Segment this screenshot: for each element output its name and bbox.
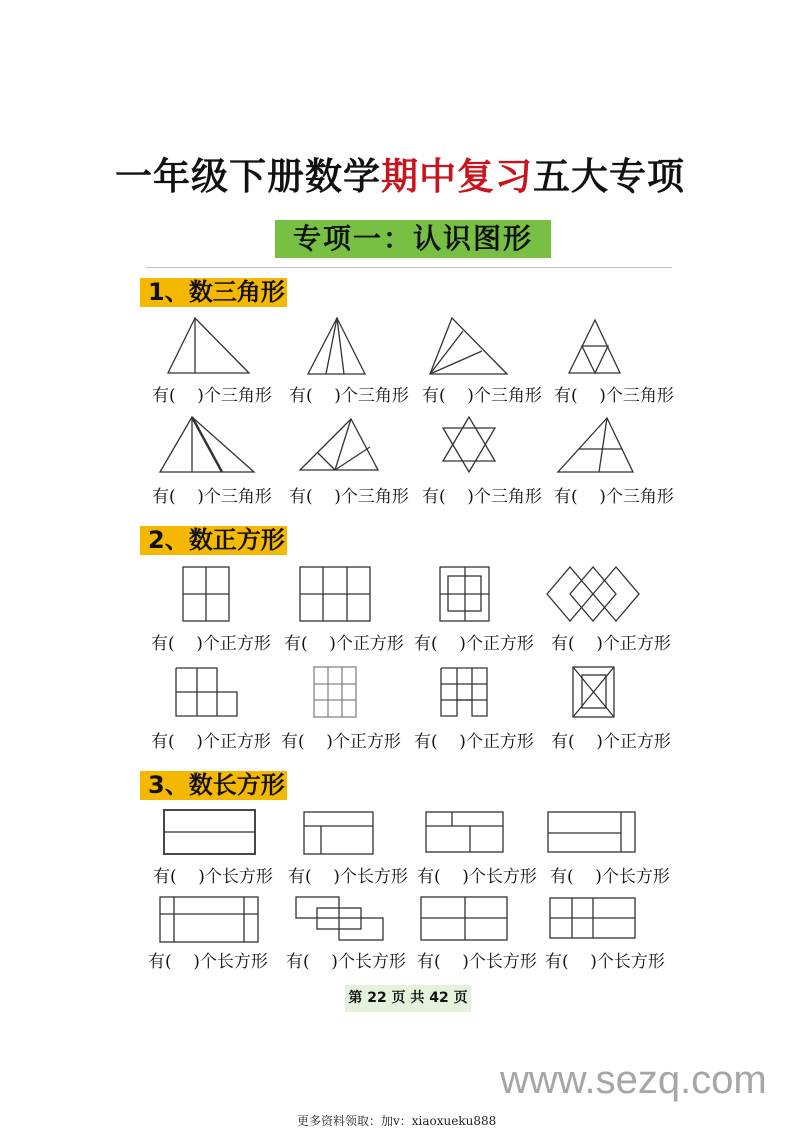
answer-label: 有( )个三角形 — [152, 386, 272, 406]
triangle-figure-7 — [443, 417, 495, 472]
square-figure-3 — [440, 567, 489, 621]
title-part2: 五大专项 — [533, 155, 685, 198]
square-figure-5 — [176, 668, 237, 716]
triangle-figure-8 — [558, 418, 633, 472]
triangle-figure-6 — [300, 419, 378, 470]
rectangle-figure-6 — [296, 897, 383, 940]
rectangle-figure-5 — [160, 897, 258, 942]
answer-label: 有( )个长方形 — [545, 952, 665, 972]
triangle-figure-3 — [430, 318, 507, 374]
answer-label: 有( )个正方形 — [551, 732, 671, 752]
triangle-figure-2 — [308, 318, 365, 374]
section-heading-squares: 2、数正方形 — [140, 526, 287, 555]
topic-banner: 专项一：认识图形 — [275, 220, 551, 258]
answer-label: 有( )个三角形 — [289, 487, 409, 507]
square-figure-4 — [547, 567, 639, 621]
rectangle-figure-1 — [164, 810, 255, 854]
square-figure-7 — [441, 668, 487, 716]
answer-label: 有( )个三角形 — [289, 386, 409, 406]
triangle-figure-5 — [160, 417, 254, 472]
answer-label: 有( )个正方形 — [281, 732, 401, 752]
answer-label: 有( )个长方形 — [417, 867, 537, 887]
triangle-figure-1 — [168, 318, 249, 373]
rectangle-figure-8 — [550, 898, 635, 938]
answer-label: 有( )个正方形 — [284, 634, 404, 654]
square-figure-6 — [314, 667, 356, 717]
section-heading-rectangles: 3、数长方形 — [140, 771, 287, 800]
answer-label: 有( )个长方形 — [286, 952, 406, 972]
footer-note: 更多资料领取：加v：xiaoxueku888 — [297, 1114, 497, 1128]
square-figure-1 — [183, 567, 229, 621]
rectangle-figure-4 — [548, 812, 635, 852]
answer-label: 有( )个三角形 — [554, 386, 674, 406]
rectangle-figure-7 — [421, 897, 507, 940]
answer-label: 有( )个长方形 — [153, 867, 273, 887]
answer-label: 有( )个正方形 — [151, 634, 271, 654]
answer-label: 有( )个正方形 — [414, 732, 534, 752]
answer-label: 有( )个正方形 — [151, 732, 271, 752]
rectangle-figure-3 — [426, 812, 503, 852]
answer-label: 有( )个三角形 — [422, 386, 542, 406]
page-number: 第 22 页 共 42 页 — [345, 985, 471, 1012]
section-heading-triangles: 1、数三角形 — [140, 278, 287, 307]
answer-label: 有( )个长方形 — [417, 952, 537, 972]
answer-label: 有( )个正方形 — [414, 634, 534, 654]
answer-label: 有( )个三角形 — [554, 487, 674, 507]
answer-label: 有( )个长方形 — [148, 952, 268, 972]
answer-label: 有( )个长方形 — [288, 867, 408, 887]
answer-label: 有( )个正方形 — [551, 634, 671, 654]
triangle-figure-4 — [569, 320, 620, 373]
square-figure-2 — [300, 567, 370, 621]
square-figure-8 — [573, 667, 614, 717]
title-highlight: 期中复习 — [381, 155, 533, 198]
title-part1: 一年级下册数学 — [115, 155, 381, 198]
rectangle-figure-2 — [304, 812, 373, 854]
answer-label: 有( )个三角形 — [422, 487, 542, 507]
watermark: www.sezq.com — [500, 1058, 767, 1102]
answer-label: 有( )个三角形 — [152, 487, 272, 507]
answer-label: 有( )个长方形 — [550, 867, 670, 887]
